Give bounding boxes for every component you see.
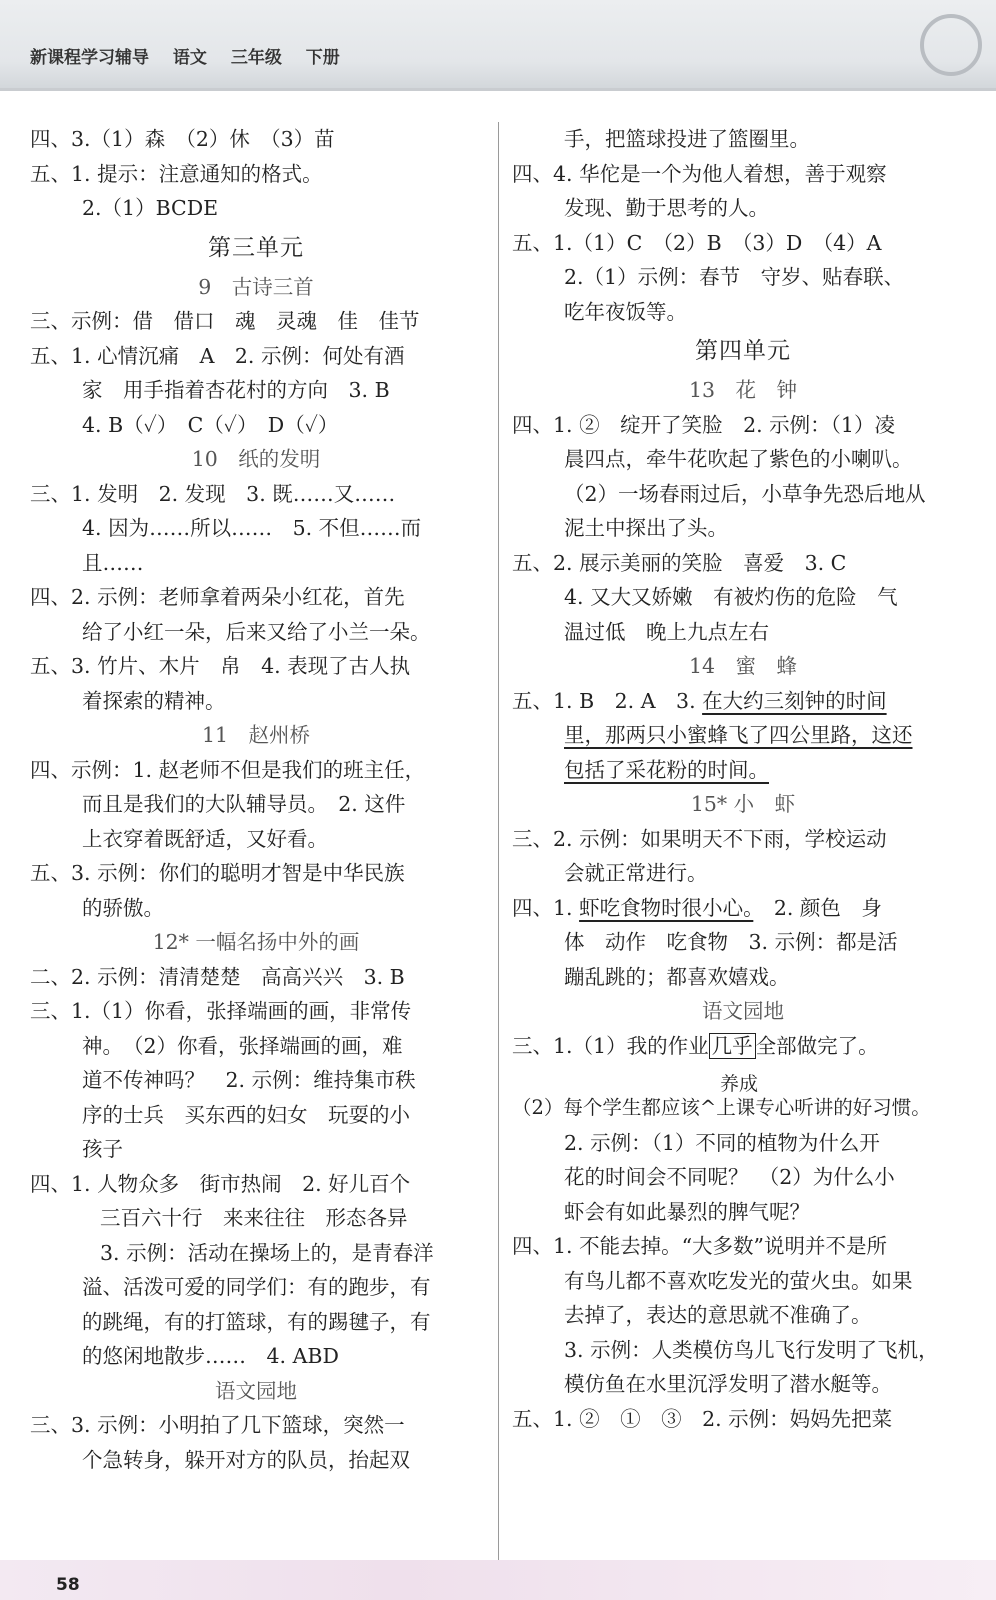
grade-label: 三年级	[230, 48, 282, 68]
answer-line: 五、1. 心情沉痛 A 2. 示例：何处有酒	[30, 343, 405, 368]
answer-text: 五、1. B 2. A 3.	[512, 688, 703, 713]
unit-title: 第四单元	[695, 338, 791, 364]
lesson-title: 9 古诗三首	[198, 274, 314, 299]
answer-line: 四、2. 示例：老师拿着两朵小红花，首先	[30, 585, 405, 609]
boxed-word: 几乎	[709, 1033, 756, 1059]
answer-line: 五、3. 竹片、木片 帛 4. 表现了古人执	[30, 654, 411, 678]
page-number: 58	[56, 1575, 80, 1595]
answer-line: 的跳绳，有的打篮球，有的踢毽子，有	[82, 1309, 431, 1334]
answer-line: 虾会有如此暴烈的脾气呢？	[564, 1199, 810, 1224]
answer-line: 去掉了，表达的意思就不准确了。	[564, 1303, 872, 1327]
underlined-answer: 里，那两只小蜜蜂飞了四公里路，这还	[564, 723, 913, 747]
underlined-answer: 在大约三刻钟的时间	[702, 688, 887, 713]
answer-line: 五、1. 提示：注意通知的格式。	[30, 161, 323, 186]
answer-line: 2. 示例：（1）不同的植物为什么开	[564, 1130, 880, 1155]
answer-line: 4. B（✓） C（✓） D（✓）	[82, 412, 339, 437]
answer-line: 发现、勤于思考的人。	[564, 196, 769, 220]
column-divider	[498, 122, 499, 1572]
answer-line: 且……	[82, 550, 144, 575]
answer-line: 泥土中探出了头。	[564, 516, 728, 540]
lesson-title: 13 花 钟	[688, 378, 798, 402]
answer-line: 吃年夜饭等。	[564, 299, 687, 324]
answer-line: 个急转身，躲开对方的队员，抬起双	[82, 1447, 410, 1472]
answer-line: 而且是我们的大队辅导员。 2. 这件	[82, 792, 406, 816]
answer-line: 上衣穿着既舒适，又好看。	[82, 826, 328, 851]
answer-line: 三百六十行 来来往往 形态各异	[100, 1206, 408, 1230]
answer-line	[512, 718, 974, 753]
answer-line: 3. 示例：人类模仿鸟儿飞行发明了飞机，	[564, 1337, 939, 1362]
answer-line: 四、4. 华佗是一个为他人着想，善于观察	[512, 161, 887, 186]
answer-line: 蹦乱跳的；都喜欢嬉戏。	[564, 964, 790, 989]
answer-line: 4. 因为……所以…… 5. 不但……而	[82, 516, 422, 540]
answer-line: 二、2. 示例：清清楚楚 高高兴兴 3. B	[30, 964, 405, 989]
answer-line: 三、1. 发明 2. 发现 3. 既……又……	[30, 481, 396, 506]
answer-line: 给了小红一朵，后来又给了小兰一朵。	[82, 619, 431, 644]
lesson-title: 10 纸的发明	[191, 447, 321, 471]
page-header	[0, 0, 996, 91]
answer-line: （2）每个学生都应该^上课专心听讲的好习惯。	[512, 1096, 931, 1119]
answer-line: 三、1.（1）你看，张择端画的画，非常传	[30, 999, 412, 1023]
answer-line: 4. 又大又娇嫩 有被灼伤的危险 气	[564, 585, 898, 609]
answer-line: 有鸟儿都不喜欢吃发光的萤火虫。如果	[564, 1268, 913, 1293]
answer-line: 模仿鱼在水里沉浮发明了潜水艇等。	[564, 1372, 892, 1396]
lesson-title: 12* 一幅名扬中外的画	[152, 930, 360, 954]
lesson-title: 11 赵州桥	[201, 723, 311, 747]
answer-text: 三、1.（1）我的作业	[512, 1033, 709, 1058]
answer-line: 家 用手指着杏花村的方向 3. B	[82, 378, 390, 402]
subject-label: 语文	[172, 48, 207, 68]
answer-line: 孩子	[82, 1137, 123, 1161]
answer-line: 的骄傲。	[82, 895, 164, 920]
answer-line: 三、2. 示例：如果明天不下雨，学校运动	[512, 826, 887, 851]
lesson-title: 14 蜜 蜂	[688, 654, 798, 678]
answer-text: 2. 颜色 身	[753, 895, 882, 920]
answer-line: 神。 （2）你看，张择端画的画，难	[82, 1033, 403, 1058]
answer-line: 体 动作 吃食物 3. 示例：都是活	[564, 930, 898, 954]
answer-line: 三、3. 示例：小明拍了几下篮球，突然一	[30, 1413, 405, 1437]
answer-line: 道不传神吗？ 2. 示例：维持集市秩	[82, 1068, 416, 1092]
answer-line: 五、3. 示例：你们的聪明才智是中华民族	[30, 861, 405, 885]
underlined-answer: 包括了采花粉的时间。	[564, 757, 769, 782]
inserted-word: 养成	[720, 1073, 759, 1095]
answer-line: 序的士兵 买东西的妇女 玩耍的小	[82, 1102, 410, 1127]
section-title: 语文园地	[215, 1378, 297, 1403]
lesson-title: 15* 小 虾	[690, 792, 796, 816]
header-title	[30, 43, 358, 68]
book-title: 新课程学习辅导	[30, 48, 149, 68]
section-title: 语文园地	[702, 999, 784, 1023]
answer-line: 五、1.（1）C （2）B （3）D （4）A	[512, 230, 882, 255]
answer-line: （2）一场春雨过后，小草争先恐后地从	[564, 481, 926, 506]
answer-line: 会就正常进行。	[564, 861, 708, 885]
answer-line: 溢、活泼可爱的同学们：有的跑步，有	[82, 1275, 431, 1299]
answer-text: 全部做完了。	[755, 1033, 879, 1058]
answer-line: 晨四点，牵牛花吹起了紫色的小喇叭。	[564, 447, 913, 471]
answer-line: 温过低 晚上九点左右	[564, 619, 769, 644]
answer-line: 2.（1）BCDE	[82, 196, 219, 220]
answer-line: 着探索的精神。	[82, 688, 226, 713]
answer-text: 四、1.	[512, 895, 580, 920]
insert-mark	[512, 1063, 974, 1095]
answer-line: 花的时间会不同呢？ （2）为什么小	[564, 1165, 895, 1189]
unit-title: 第三单元	[208, 234, 304, 261]
answer-line: 2.（1）示例：春节 守岁、贴春联、	[564, 265, 905, 289]
answer-line: 四、1. 人物众多 街市热闹 2. 好儿百个	[30, 1171, 411, 1196]
answer-line: 五、2. 展示美丽的笑脸 喜爱 3. C	[512, 550, 847, 575]
answer-line: 四、3.（1）森 （2）休 （3）苗	[30, 127, 335, 151]
answer-line	[512, 1029, 974, 1064]
header-ring-decoration	[920, 14, 982, 76]
answer-line	[512, 684, 974, 719]
answer-line: 三、示例：借 借口 魂 灵魂 佳 佳节	[30, 309, 420, 333]
answer-line	[512, 891, 974, 926]
footer-decoration	[0, 1560, 996, 1600]
answer-line	[512, 753, 974, 788]
left-column	[30, 122, 482, 1477]
volume-label: 下册	[305, 48, 340, 68]
answer-line: 四、1. ② 绽开了笑脸 2. 示例：（1）凌	[512, 412, 895, 437]
answer-line: 手，把篮球投进了篮圈里。	[564, 127, 810, 151]
answer-line: 四、1. 不能去掉。“大多数”说明并不是所	[512, 1234, 888, 1258]
answer-line: 五、1. ② ① ③ 2. 示例：妈妈先把菜	[512, 1406, 893, 1431]
answer-line: 四、示例：1. 赵老师不但是我们的班主任，	[30, 757, 426, 782]
underlined-answer: 虾吃食物时很小心。	[579, 895, 754, 920]
answer-line: 的悠闲地散步…… 4. ABD	[82, 1344, 339, 1368]
right-column	[512, 122, 974, 1436]
answer-line: 3. 示例：活动在操场上的，是青春洋	[100, 1240, 434, 1265]
